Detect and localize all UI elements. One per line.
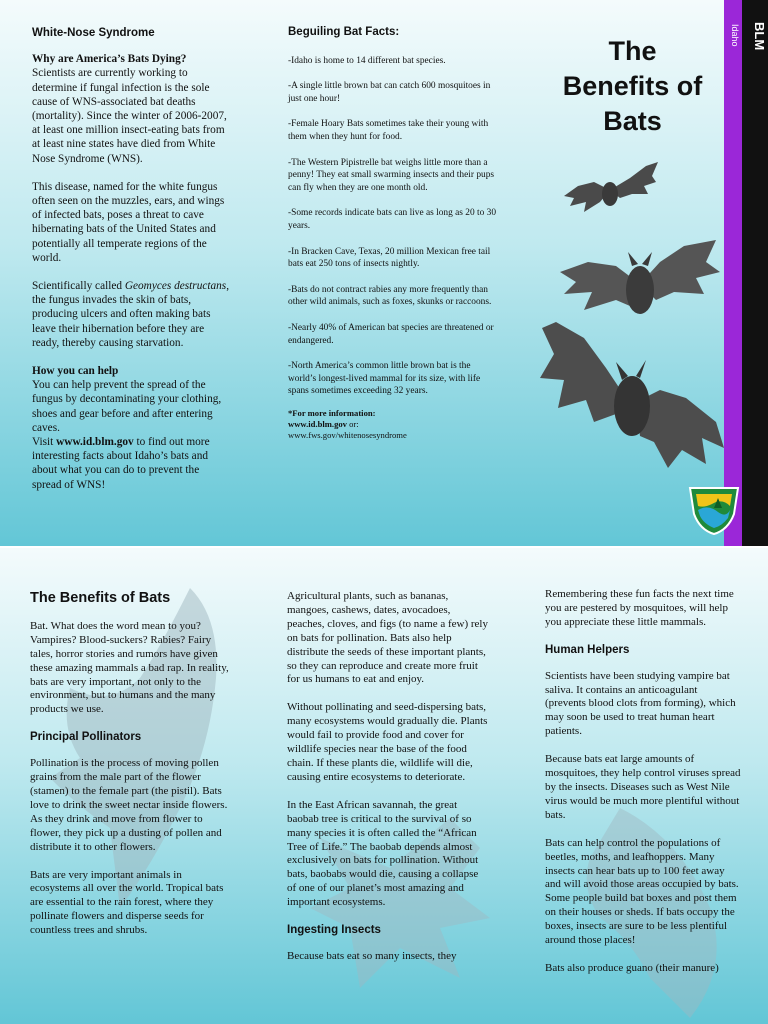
blm-link[interactable]: www.id.blm.gov bbox=[56, 436, 134, 449]
baobab-paragraph: In the East African savannah, the great baobab tree is critical to the survival of so many species it is often called the “African Tree of Life.” The baobab depends almost exclusively on bats for pollination. Without bats, baobabs would die, causing a collapse of one of our planet’s most amazing and important ecosystems. bbox=[287, 798, 479, 909]
idaho-label: Idaho bbox=[730, 24, 740, 47]
fact-item: -In Bracken Cave, Texas, 20 million Mexican free tail bats eat 250 tons of insects nightly. bbox=[288, 246, 491, 270]
black-accent-bar bbox=[742, 0, 768, 548]
brochure-inside-panel bbox=[0, 548, 768, 1024]
blm-label: BLM bbox=[752, 22, 767, 51]
fws-info-link[interactable]: www.fws.gov/whitenosesyndrome bbox=[288, 429, 407, 440]
agriculture-paragraph: Agricultural plants, such as bananas, mangoes, cashews, dates, avocadoes, peaches, cloves, and figs (to name a few) rely on bats for pollination. Bats also help distribute the seeds of these important plants, so they can reproduce and create more fruit for us humans to eat and enjoy. bbox=[287, 590, 488, 686]
visit-paragraph bbox=[32, 435, 230, 492]
how-help-heading: How you can help bbox=[32, 365, 119, 378]
fact-item: -Female Hoary Bats sometimes take their young with them when they hunt for food. bbox=[288, 119, 489, 142]
more-info-or: or: bbox=[346, 418, 359, 429]
human-helpers-column bbox=[545, 588, 741, 990]
bat-facts-column bbox=[288, 26, 498, 441]
cover-title bbox=[540, 34, 725, 139]
wns-paragraph-2: This disease, named for the white fungus often seen on the muzzles, ears, and wings of infected bats, poses a threat to cave hibernating bats of the United States and potentially all temperate regions of the world. bbox=[32, 180, 225, 264]
cover-title-line-3: Bats bbox=[603, 106, 662, 136]
blm-info-link[interactable]: www.id.blm.gov bbox=[288, 418, 347, 429]
pollination-column bbox=[287, 590, 489, 978]
bat-facts-heading: Beguiling Bat Facts: bbox=[288, 26, 400, 38]
white-nose-heading: White-Nose Syndrome bbox=[32, 27, 155, 39]
cover-title-line-1: The bbox=[608, 36, 657, 66]
wns-p3-post: , the fungus invades the skin of bats, producing ulcers and often making bats leave their hibernation before they are ready, thereby causing starvation. bbox=[32, 280, 230, 349]
insects-heading: Ingesting Insects bbox=[287, 924, 381, 937]
pollination-paragraph: Pollination is the process of moving pollen grains from the male part of the flower (stamen) to the female part (the pistil). Bats love to drink the sweet nectar inside flowers. As they drink and move from flower to flower, they pick up a dusting of pollen and distribute it to other flowers. bbox=[30, 757, 228, 853]
blm-logo-icon bbox=[688, 484, 740, 536]
visit-pre: Visit bbox=[32, 436, 57, 449]
ecosystems-paragraph: Bats are very important animals in ecosystems all over the world. Tropical bats are essential to the rain forest, where they pollinate flowers and disperse seeds for countless trees and shrubs. bbox=[30, 868, 224, 937]
more-info-links bbox=[288, 419, 498, 430]
wns-paragraph-1: Scientists are currently working to determine if fungal infection is the sole cause of WNS-associated bat deaths (mortality). Since the winter of 2006-2007, at least one million insect-eating bats from at least nine states have died from White Nose Syndrome (WNS). bbox=[32, 67, 227, 165]
fact-item: -Nearly 40% of American bat species are threatened or endangered. bbox=[288, 322, 494, 346]
benefits-intro-column bbox=[30, 592, 232, 952]
white-nose-column bbox=[32, 26, 230, 492]
small-bat-illustration bbox=[560, 160, 660, 224]
wns-paragraph-3 bbox=[32, 279, 230, 350]
cover-title-line-2: Benefits of bbox=[562, 71, 703, 101]
benefits-heading: The Benefits of Bats bbox=[30, 590, 171, 606]
large-bat-illustration bbox=[536, 318, 726, 478]
fact-item: -A single little brown bat can catch 600 mosquitoes in just one hour! bbox=[288, 81, 491, 104]
visit-post: to find out more interesting facts about Idaho’s bats and about what you can do to prevent the spread of WNS! bbox=[32, 436, 210, 491]
fun-facts-paragraph: Remembering these fun facts the next time you are pestered by mosquitoes, will help you appreciate these little mammals. bbox=[545, 588, 734, 628]
fact-item: -Some records indicate bats can live as long as 20 to 30 years. bbox=[288, 208, 497, 231]
fact-item: -Bats do not contract rabies any more frequently than other wild animals, such as foxes, skunks or raccoons. bbox=[288, 284, 492, 308]
fact-item: -North America’s common little brown bat is the world’s longest-lived mammal for its size, with life spans sometimes exceeding 32 years. bbox=[288, 361, 481, 397]
pest-control-paragraph: Bats can help control the populations of beetles, moths, and leafhoppers. Many insects can hear bats up to 100 feet away and will avoid those areas occupied by bats. Some people build bat boxes and post them on their houses or sheds. If bats occupy the boxes, insects are sure to be less plentiful around those places! bbox=[545, 836, 739, 947]
more-info-label: *For more information: bbox=[288, 407, 376, 418]
wns-p3-pre: Scientifically called bbox=[32, 280, 125, 293]
without-bats-paragraph: Without pollinating and seed-dispersing bats, many ecosystems would gradually die. Plants would fail to provide food and cover for wildlife species near the base of the food chain. If these plants die, wildlife will die, causing entire ecosystems to deteriorate. bbox=[287, 701, 488, 783]
help-paragraph: You can help prevent the spread of the fungus by decontaminating your clothing, shoes and gear before and after entering caves. bbox=[32, 379, 222, 434]
intro-paragraph: Bat. What does the word mean to you? Vampires? Blood-suckers? Rabies? Fairy tales, horror stories and rumors have given these amazing mammals a bad rap. In reality, bats are very important, not only to the environment, but to humans and the many products we use. bbox=[30, 619, 229, 716]
purple-accent-bar bbox=[724, 0, 742, 548]
fact-item: -Idaho is home to 14 different bat species. bbox=[288, 55, 446, 66]
guano-paragraph: Bats also produce guano (their manure) bbox=[545, 961, 719, 974]
vampire-saliva-paragraph: Scientists have been studying vampire bat saliva. It contains an anticoagulant (prevents blood clots from forming), which may soon be used to treat human heart patients. bbox=[545, 669, 736, 738]
fact-item: -The Western Pipistrelle bat weighs little more than a penny! They eat small swarming insects and their pups can fly when they are one month old. bbox=[288, 157, 495, 193]
virus-control-paragraph: Because bats eat large amounts of mosquitoes, they help control viruses spread by the insects. Diseases such as West Nile virus would be much more plentiful without bats. bbox=[545, 753, 741, 821]
pollinators-heading: Principal Pollinators bbox=[30, 731, 142, 744]
fungus-name: Geomyces destructans bbox=[124, 280, 227, 293]
why-dying-heading: Why are America’s Bats Dying? bbox=[32, 53, 187, 66]
insects-paragraph: Because bats eat so many insects, they bbox=[287, 949, 457, 962]
human-helpers-heading: Human Helpers bbox=[545, 643, 630, 656]
